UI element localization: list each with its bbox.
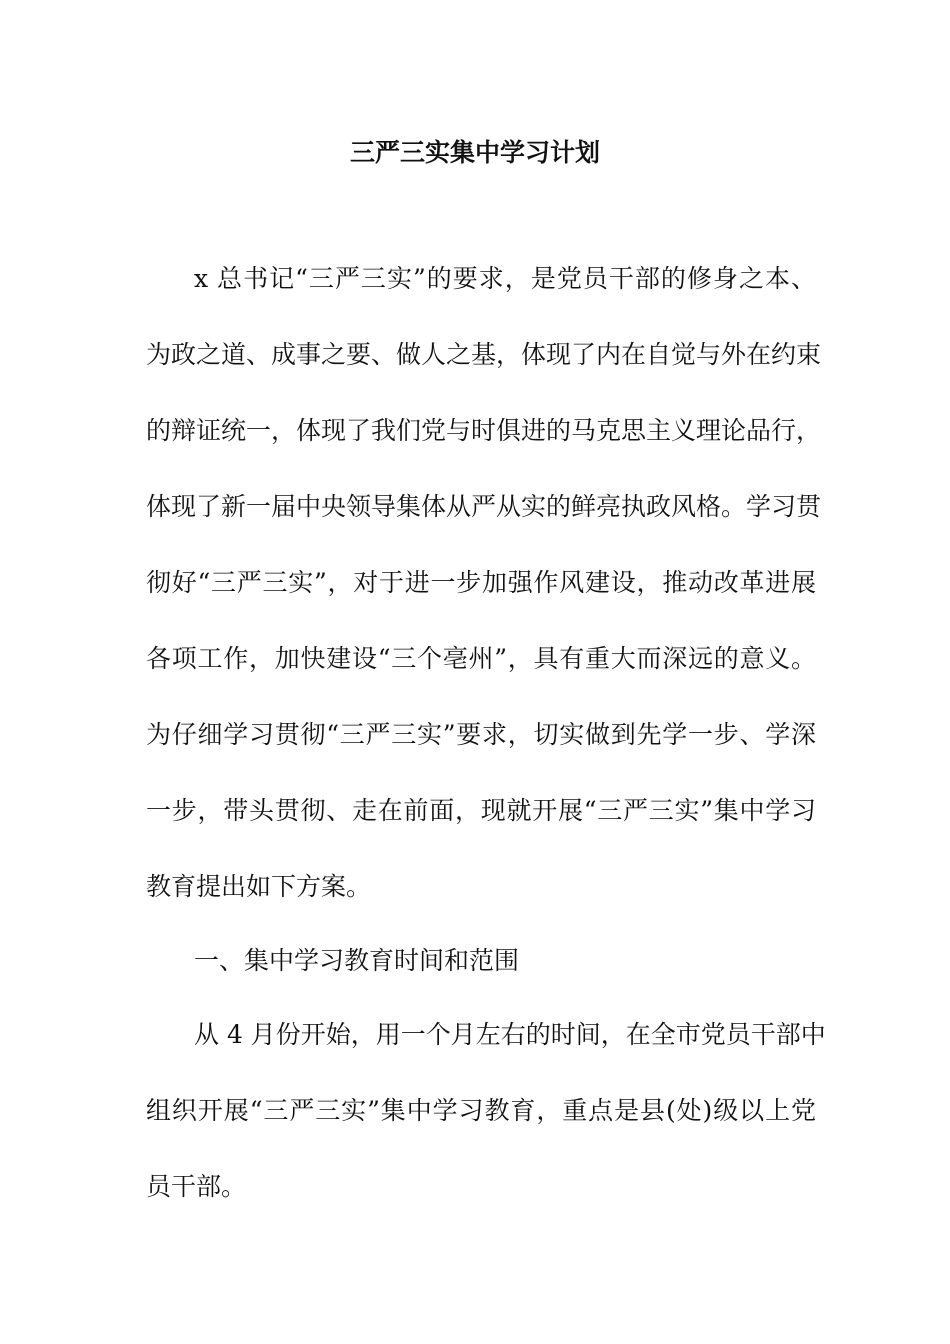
paragraph-line: 的辩证统一，体现了我们党与时俱进的马克思主义理论品行， (146, 416, 822, 445)
section-heading: 一、集中学习教育时间和范围 (194, 946, 520, 975)
paragraph-line: x 总书记“三严三实”的要求，是党员干部的修身之本、 (194, 264, 816, 293)
paragraph-line: 员干部。 (146, 1172, 247, 1201)
paragraph-line: 一步，带头贯彻、走在前面，现就开展“三严三实”集中学习 (146, 796, 816, 825)
paragraph-line: 教育提出如下方案。 (146, 872, 372, 901)
paragraph-line: 为仔细学习贯彻“三严三实”要求，切实做到先学一步、学深 (146, 720, 816, 749)
paragraph-line: 从 4 月份开始，用一个月左右的时间，在全市党员干部中 (194, 1020, 826, 1049)
paragraph-line: 组织开展“三严三实”集中学习教育，重点是县(处)级以上党 (146, 1096, 816, 1125)
paragraph-line: 为政之道、成事之要、做人之基，体现了内在自觉与外在约束 (146, 340, 822, 369)
paragraph-line: 各项工作，加快建设“三个亳州”，具有重大而深远的意义。 (146, 644, 816, 673)
paragraph-line: 彻好“三严三实”，对于进一步加强作风建设，推动改革进展 (146, 568, 816, 597)
paragraph-line: 体现了新一届中央领导集体从严从实的鲜亮执政风格。学习贯 (146, 492, 822, 521)
document-title: 三严三实集中学习计划 (349, 138, 600, 167)
